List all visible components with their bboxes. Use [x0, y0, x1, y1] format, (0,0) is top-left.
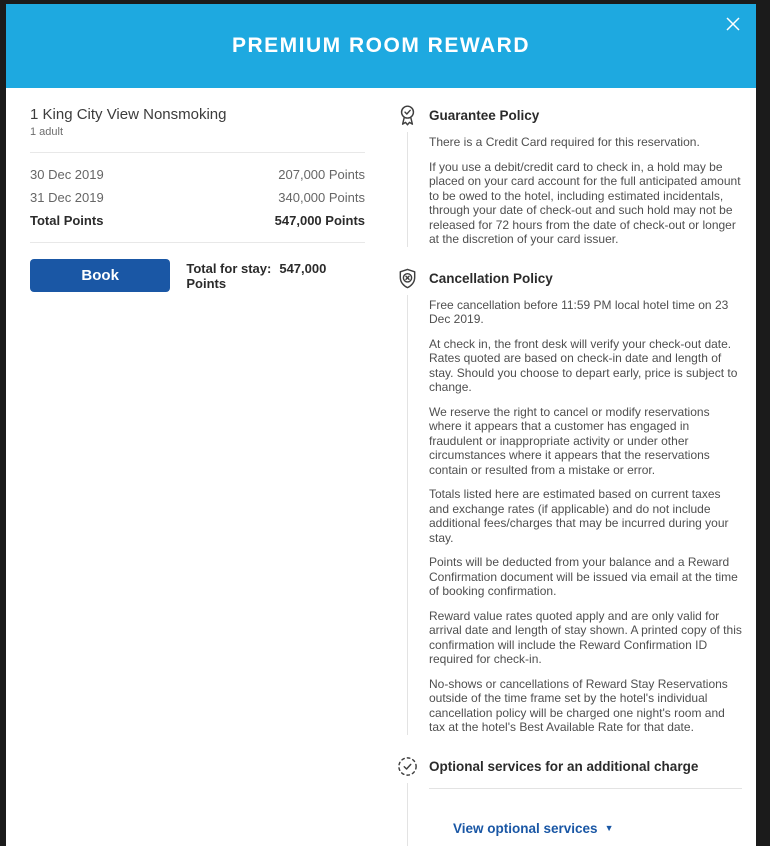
- view-optional-services-label: View optional services: [453, 820, 598, 836]
- view-optional-services-link[interactable]: [453, 821, 614, 836]
- divider: [429, 788, 742, 789]
- timeline-line: [407, 132, 408, 247]
- room-summary-panel: [30, 104, 365, 846]
- cancellation-policy-title: Cancellation Policy: [429, 270, 553, 286]
- icon-column: [395, 755, 419, 846]
- guarantee-policy-title: Guarantee Policy: [429, 108, 540, 123]
- modal-content: [6, 88, 756, 846]
- cancellation-policy-section: [395, 267, 742, 735]
- caret-down-icon: ▼: [604, 823, 614, 833]
- book-button[interactable]: Book: [30, 259, 170, 292]
- rate-date: 30 Dec 2019: [30, 167, 104, 182]
- premium-room-reward-modal: [6, 4, 756, 846]
- stay-total-value: 547,000 Points: [186, 260, 327, 291]
- rate-row: [30, 167, 365, 182]
- optional-services-title: Optional services for an additional charge: [429, 758, 699, 774]
- icon-column: [395, 104, 419, 247]
- guarantee-policy-body: [429, 104, 742, 247]
- policy-paragraph: Points will be deducted from your balance and a Reward Confirmation document will be issued via email at the time of booking confirmation.: [429, 555, 738, 598]
- divider: [30, 152, 365, 153]
- stay-total-label: Total for stay:: [186, 260, 272, 276]
- close-button[interactable]: [722, 13, 744, 35]
- divider: [30, 242, 365, 243]
- stay-total: [186, 261, 365, 291]
- rate-date: 31 Dec 2019: [30, 190, 104, 205]
- policy-paragraph: We reserve the right to cancel or modify reservations where it appears that a customer has engaged in fraudulent or inappropriate activity or under other circumstances where it appears that the reservations contain or resulted from a mistake or error.: [429, 404, 710, 477]
- award-icon: [396, 104, 419, 127]
- room-occupancy: 1 adult: [30, 126, 64, 138]
- policies-panel: [395, 104, 742, 846]
- policy-paragraph: At check in, the front desk will verify your check-out date. Rates quoted are based on check-in date and length of stay. Should you choose to depart early, price is subject to change.: [429, 336, 738, 394]
- close-icon: [724, 15, 742, 33]
- optional-services-section: [395, 755, 742, 846]
- timeline-line: [407, 783, 408, 846]
- policy-paragraph: Reward value rates quoted apply and are only valid for arrival date and length of stay shown. A printed copy of this confirmation will include the Reward Confirmation ID required for check-in.: [429, 608, 742, 666]
- optional-services-body: [429, 755, 742, 846]
- policy-paragraph: If you use a debit/credit card to check in, a hold may be placed on your card account for the full anticipated amount to be owed to the hotel, including estimated incidentals, through your date of check-out and such hold may not be released for 72 hours from the date of check-out or longer at the discretion of your card issuer.: [429, 159, 741, 246]
- rate-points: 207,000 Points: [278, 167, 365, 182]
- total-points-value: 547,000 Points: [274, 213, 365, 228]
- policy-paragraph: Free cancellation before 11:59 PM local hotel time on 23 Dec 2019.: [429, 297, 729, 326]
- shield-x-icon: [396, 267, 419, 290]
- dashed-circle-check-icon: [396, 755, 419, 778]
- modal-title: PREMIUM ROOM REWARD: [232, 34, 530, 57]
- total-points-row: [30, 213, 365, 228]
- modal-header: [6, 4, 756, 88]
- rate-row: [30, 190, 365, 205]
- room-name: 1 King City View Nonsmoking: [30, 106, 227, 123]
- guarantee-policy-section: [395, 104, 742, 247]
- timeline-line: [407, 295, 408, 735]
- total-points-label: Total Points: [30, 213, 104, 228]
- policy-paragraph: There is a Credit Card required for this reservation.: [429, 135, 700, 149]
- book-row: [30, 259, 365, 292]
- policy-paragraph: Totals listed here are estimated based on current taxes and exchange rates (if applicable) and do not include additional fees/charges that may be incurred during your stay.: [429, 487, 729, 545]
- icon-column: [395, 267, 419, 735]
- cancellation-policy-body: [429, 267, 742, 735]
- policy-paragraph: No-shows or cancellations of Reward Stay Reservations outside of the time frame set by the hotel's individual cancellation policy will be charged one night's room and tax at the hotel's Best Available Rate for that date.: [429, 676, 728, 734]
- rate-points: 340,000 Points: [278, 190, 365, 205]
